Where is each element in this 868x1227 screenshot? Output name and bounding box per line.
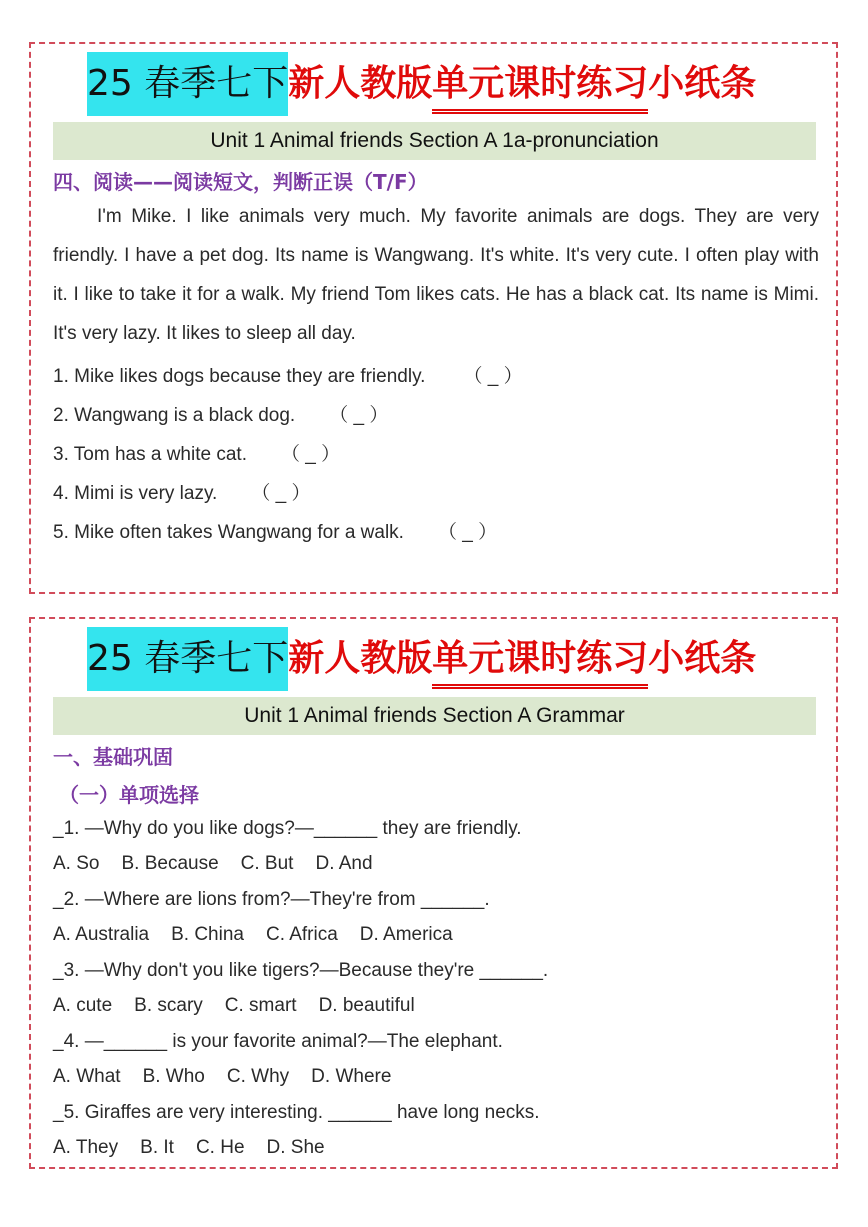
option-c[interactable]: C. He bbox=[195, 1137, 245, 1158]
question-text: 3. Tom has a white cat. bbox=[53, 444, 247, 465]
option-b[interactable]: B. scary bbox=[134, 995, 203, 1016]
title-highlight: 25 春季七下 bbox=[87, 627, 288, 691]
question-4 bbox=[53, 478, 310, 505]
answer-blank[interactable]: （ _ ） bbox=[329, 405, 389, 426]
choice-question-1: _1. —Why do you like dogs?—______ they are friendly. bbox=[53, 818, 522, 839]
section-heading: 一、基础巩固 bbox=[53, 745, 173, 769]
option-b[interactable]: B. It bbox=[140, 1137, 174, 1158]
unit-bar: Unit 1 Animal friends Section A 1a-pronunciation bbox=[53, 122, 816, 160]
title-highlight: 25 春季七下 bbox=[87, 52, 288, 116]
answer-blank[interactable]: （ _ ） bbox=[463, 366, 523, 387]
choice-question-3: _3. —Why don't you like tigers?—Because they're ______. bbox=[53, 960, 549, 981]
option-a[interactable]: A. cute bbox=[53, 995, 113, 1016]
question-5 bbox=[53, 517, 497, 544]
option-a[interactable]: A. They bbox=[53, 1137, 119, 1158]
title-end: 小纸条 bbox=[648, 638, 757, 679]
option-c[interactable]: C. But bbox=[240, 853, 294, 874]
title-end: 小纸条 bbox=[648, 63, 757, 104]
card-title bbox=[87, 627, 756, 691]
section-heading: 四、阅读——阅读短文，判断正误（T/F） bbox=[53, 170, 428, 194]
choice-options-5 bbox=[53, 1137, 347, 1159]
option-c[interactable]: C. Why bbox=[226, 1066, 290, 1087]
question-3 bbox=[53, 439, 340, 466]
option-b[interactable]: B. China bbox=[171, 924, 244, 945]
option-d[interactable]: D. And bbox=[315, 853, 373, 874]
question-2 bbox=[53, 400, 388, 427]
worksheet-card-1 bbox=[29, 42, 838, 594]
choice-options-2 bbox=[53, 924, 475, 946]
answer-blank[interactable]: （ _ ） bbox=[437, 522, 498, 543]
option-d[interactable]: D. She bbox=[266, 1137, 325, 1158]
worksheet-card-2 bbox=[29, 617, 838, 1169]
choice-question-2: _2. —Where are lions from?—They're from ______. bbox=[53, 889, 490, 910]
choice-options-4 bbox=[53, 1066, 413, 1088]
choice-options-3 bbox=[53, 995, 437, 1017]
option-a[interactable]: A. So bbox=[53, 853, 100, 874]
unit-bar: Unit 1 Animal friends Section A Grammar bbox=[53, 697, 816, 735]
choice-question-4: _4. —______ is your favorite animal?—The elephant. bbox=[53, 1031, 503, 1052]
question-1 bbox=[53, 361, 523, 388]
option-d[interactable]: D. America bbox=[359, 924, 453, 945]
title-red: 新人教版 bbox=[288, 63, 433, 104]
answer-blank[interactable]: （ _ ） bbox=[251, 483, 311, 504]
option-b[interactable]: B. Who bbox=[142, 1066, 205, 1087]
title-red: 新人教版 bbox=[288, 638, 433, 679]
question-text: 1. Mike likes dogs because they are friendly. bbox=[53, 366, 426, 387]
option-b[interactable]: B. Because bbox=[121, 853, 219, 874]
card-title bbox=[87, 52, 756, 116]
reading-passage: I'm Mike. I like animals very much. My favorite animals are dogs. They are very friendly. I have a pet dog. Its name is Wangwang. It's white. It's very cute. I often play with it. I like to take it for a walk. My friend Tom likes cats. He has a black cat. Its name is Mimi. It's very lazy. It likes to sleep all day. bbox=[53, 206, 819, 344]
title-underlined: 单元课时练习 bbox=[432, 59, 648, 114]
option-d[interactable]: D. Where bbox=[311, 1066, 392, 1087]
subsection-heading: （一）单项选择 bbox=[59, 783, 199, 807]
choice-question-5: _5. Giraffes are very interesting. ______ have long necks. bbox=[53, 1102, 540, 1123]
question-text: 4. Mimi is very lazy. bbox=[53, 483, 218, 504]
question-text: 2. Wangwang is a black dog. bbox=[53, 405, 296, 426]
title-underlined: 单元课时练习 bbox=[432, 634, 648, 689]
question-text: 5. Mike often takes Wangwang for a walk. bbox=[53, 522, 404, 543]
option-d[interactable]: D. beautiful bbox=[318, 995, 415, 1016]
option-a[interactable]: A. What bbox=[53, 1066, 121, 1087]
option-c[interactable]: C. Africa bbox=[265, 924, 338, 945]
choice-options-1 bbox=[53, 853, 395, 875]
option-c[interactable]: C. smart bbox=[224, 995, 297, 1016]
answer-blank[interactable]: （ _ ） bbox=[280, 444, 341, 465]
option-a[interactable]: A. Australia bbox=[53, 924, 150, 945]
